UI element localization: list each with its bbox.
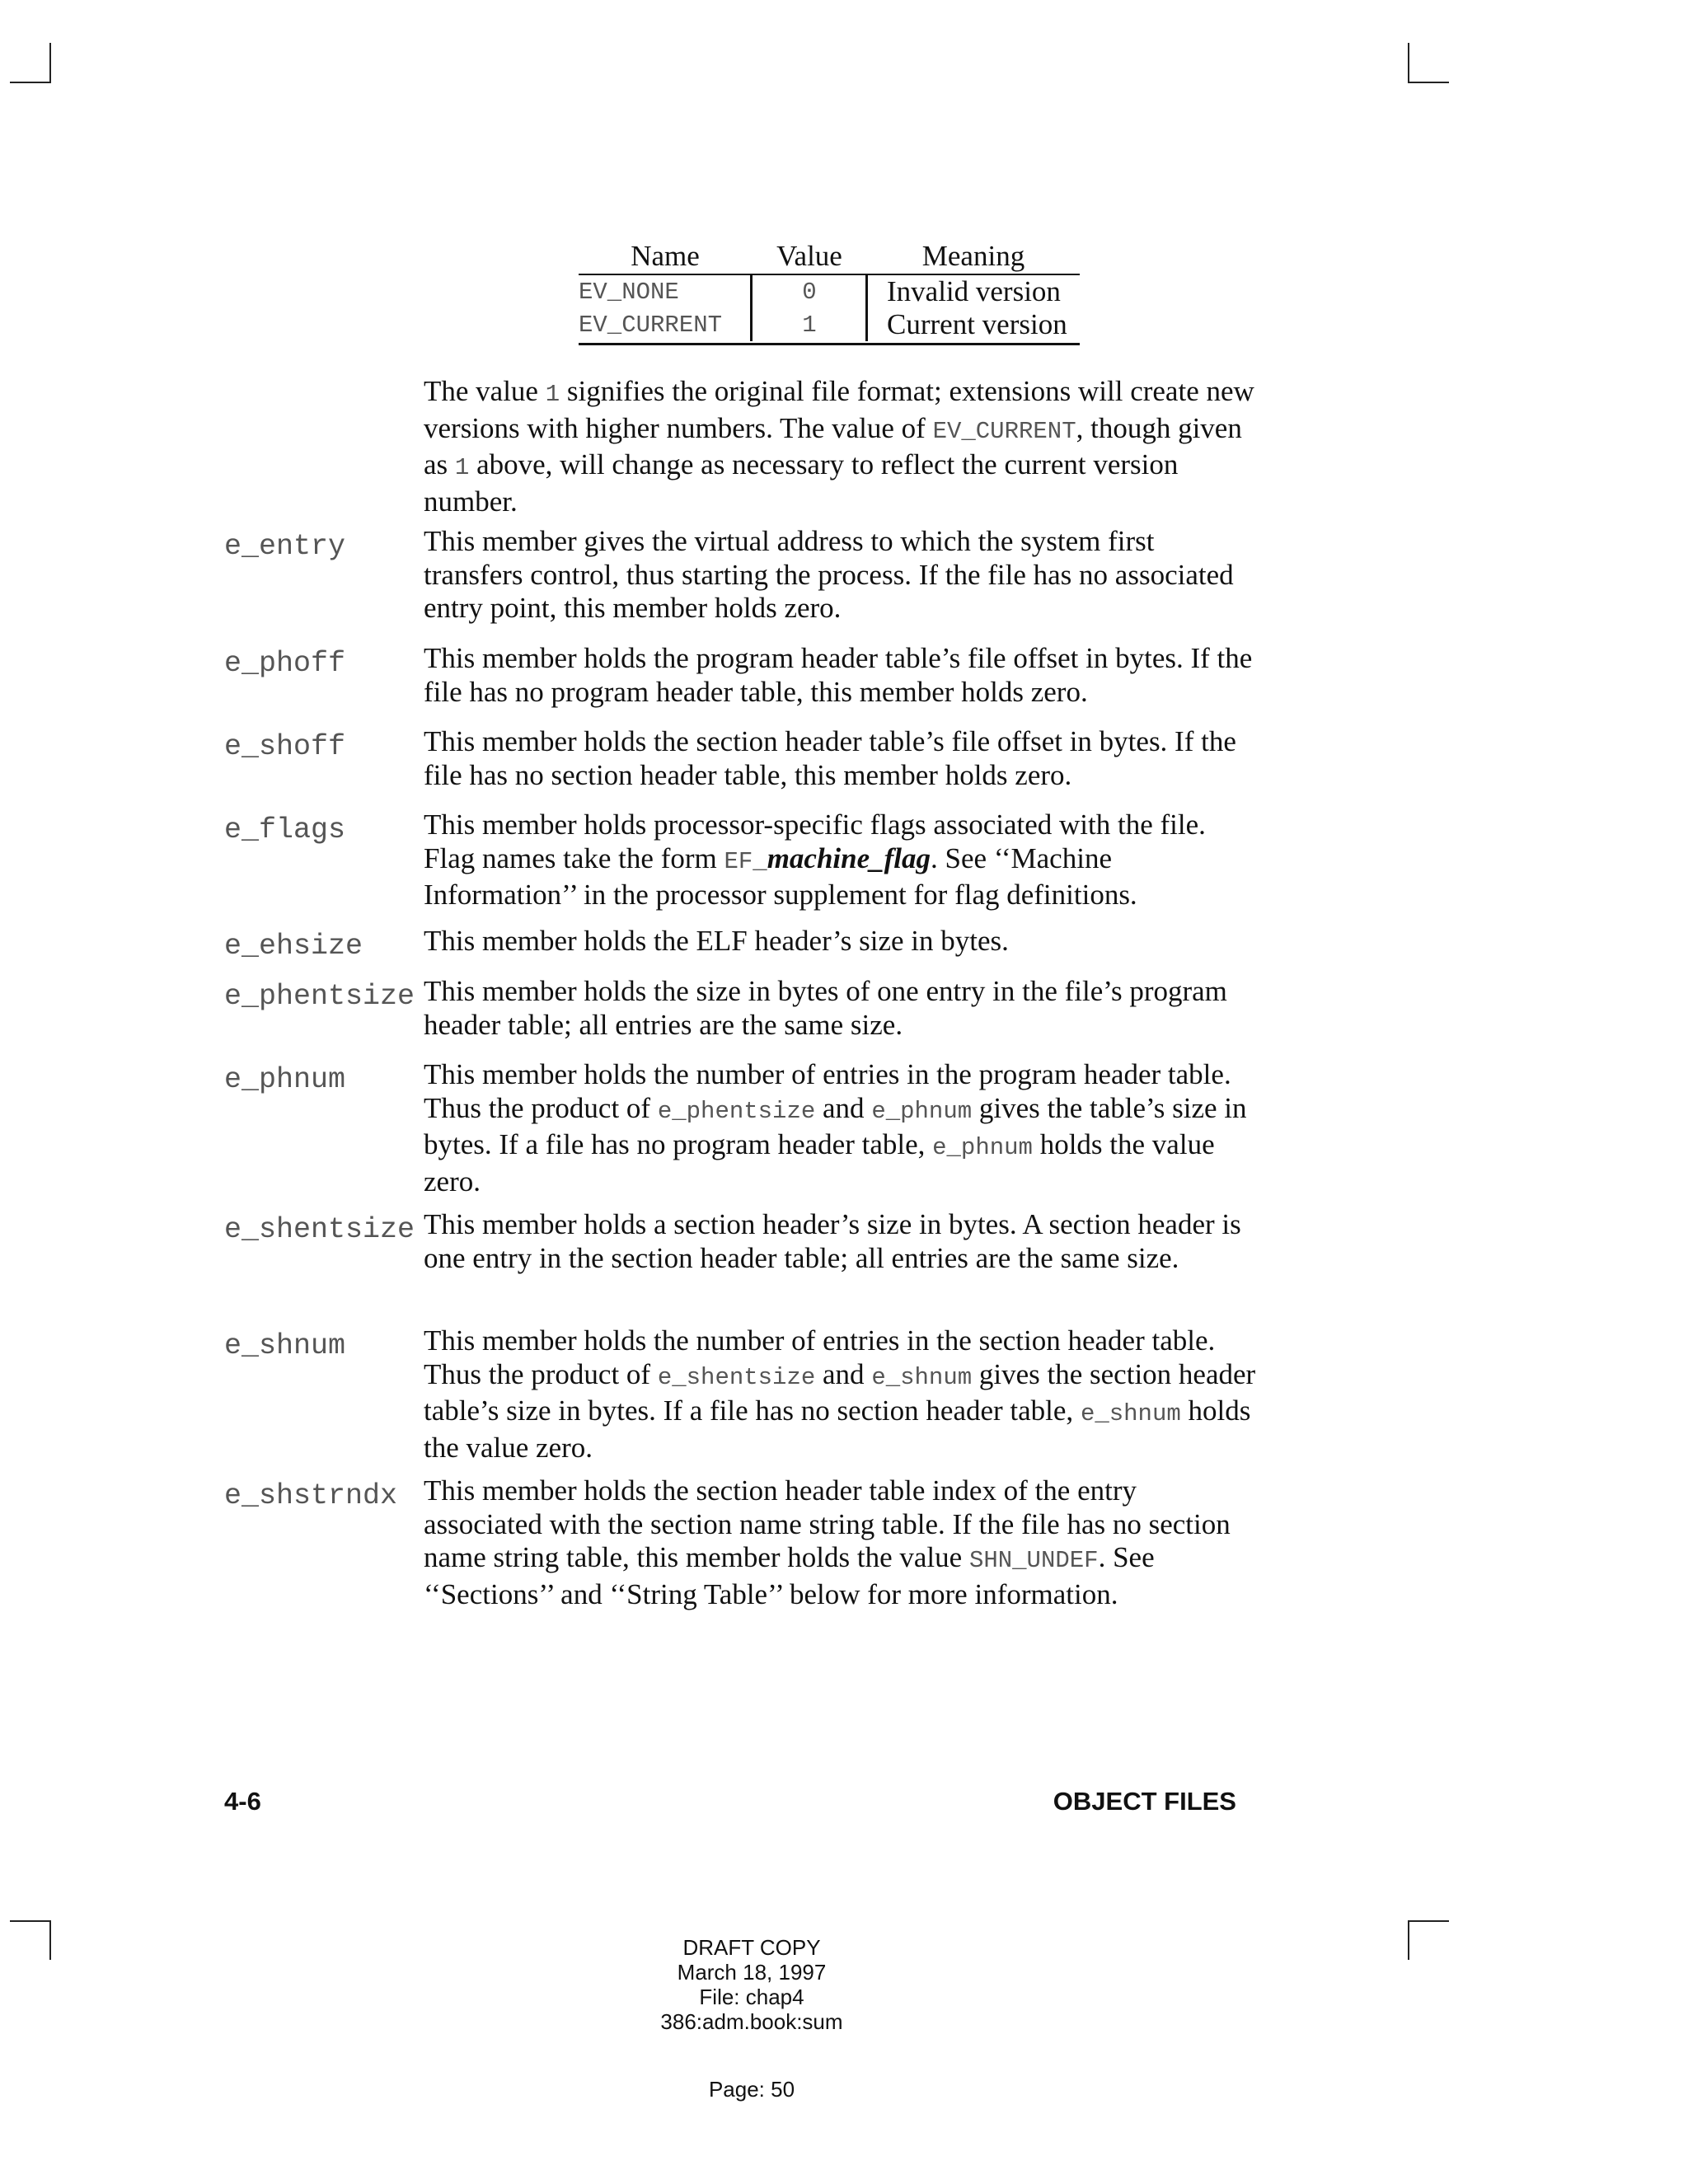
header-value: Value bbox=[776, 240, 842, 272]
crop-mark-top-left-h bbox=[10, 82, 51, 83]
desc-e-ehsize: This member holds the ELF header’s size in bytes. bbox=[424, 925, 1009, 957]
draft-page-number: Page: 50 bbox=[708, 2077, 795, 2102]
crop-mark-bottom-left-h bbox=[10, 1920, 51, 1922]
term-e-flags: e_flags bbox=[224, 813, 346, 846]
chapter-title: OBJECT FILES bbox=[1053, 1787, 1236, 1816]
version-paragraph: The value 1 signifies the original file format; extensions will create new versions with higher numbers. The value of EV_CURRENT, though given as 1 above, will change as necessary to reflect the current version number. bbox=[424, 375, 1254, 518]
desc-e-shstrndx: This member holds the section header table index of the entry associated with the section name string table. If the file has no section name string table, this member holds the value SHN_UNDEF. See ‘‘Sections’’ and ‘‘String Table’’ below for more information. bbox=[424, 1474, 1231, 1610]
cell-meaning: Current version bbox=[887, 308, 1067, 340]
page-number: 4-6 bbox=[224, 1787, 261, 1816]
table-divider bbox=[865, 275, 868, 341]
table-divider bbox=[750, 275, 753, 341]
table-bottom-rule bbox=[579, 343, 1080, 345]
table-body bbox=[579, 275, 1080, 341]
draft-date: March 18, 1997 bbox=[677, 1960, 827, 1985]
version-table bbox=[579, 239, 1080, 345]
desc-e-phnum: This member holds the number of entries in the program header table. Thus the product of e_phentsize and e_phnum gives the table’s size in bytes. If a file has no program header table, e_phnum holds the value zero. bbox=[424, 1058, 1247, 1197]
table-row bbox=[579, 308, 1080, 341]
desc-e-shoff: This member holds the section header table’s file offset in bytes. If the file has no section header table, this member holds zero. bbox=[424, 725, 1236, 791]
crop-mark-top-right-v bbox=[1408, 43, 1409, 82]
term-e-phnum: e_phnum bbox=[224, 1063, 346, 1096]
term-e-phoff: e_phoff bbox=[224, 647, 346, 680]
crop-mark-bottom-left-v bbox=[49, 1920, 51, 1960]
cell-name: EV_NONE bbox=[579, 278, 679, 306]
term-e-shstrndx: e_shstrndx bbox=[224, 1479, 398, 1512]
term-e-entry: e_entry bbox=[224, 530, 346, 563]
cell-value: 0 bbox=[802, 278, 817, 306]
table-header-row bbox=[579, 239, 1080, 274]
cell-name: EV_CURRENT bbox=[579, 311, 723, 339]
cell-value: 1 bbox=[802, 311, 817, 339]
header-meaning: Meaning bbox=[921, 240, 1025, 272]
draft-copy-label: DRAFT COPY bbox=[682, 1935, 821, 1960]
header-name: Name bbox=[631, 240, 700, 272]
desc-e-shentsize: This member holds a section header’s size in bytes. A section header is one entry in the section header table; all entries are the same size. bbox=[424, 1208, 1241, 1274]
draft-book-path: 386:adm.book:sum bbox=[660, 2009, 843, 2034]
desc-e-phentsize: This member holds the size in bytes of one entry in the file’s program header table; all entries are the same size. bbox=[424, 975, 1227, 1041]
term-e-shnum: e_shnum bbox=[224, 1329, 346, 1362]
desc-e-shnum: This member holds the number of entries in the section header table. Thus the product of e_shentsize and e_shnum gives the section header table’s size in bytes. If a file has no section header table, e_shnum holds the value zero. bbox=[424, 1324, 1256, 1464]
desc-e-phoff: This member holds the program header table’s file offset in bytes. If the file has no program header table, this member holds zero. bbox=[424, 642, 1253, 708]
draft-file: File: chap4 bbox=[699, 1985, 804, 2009]
desc-e-entry: This member gives the virtual address to which the system first transfers control, thus starting the process. If the file has no associated entry point, this member holds zero. bbox=[424, 525, 1234, 624]
table-row bbox=[579, 275, 1080, 308]
cell-meaning: Invalid version bbox=[887, 275, 1061, 307]
term-e-phentsize: e_phentsize bbox=[224, 980, 415, 1013]
crop-mark-top-left-v bbox=[49, 43, 51, 82]
desc-e-flags: This member holds processor-specific flags associated with the file. Flag names take the form EF_machine_flag. See ‘‘Machine Information’’ in the processor supplement for flag definitions. bbox=[424, 808, 1206, 911]
crop-mark-bottom-right-h bbox=[1408, 1920, 1449, 1922]
term-e-shoff: e_shoff bbox=[224, 730, 346, 763]
crop-mark-top-right-h bbox=[1408, 82, 1449, 83]
term-e-ehsize: e_ehsize bbox=[224, 930, 363, 963]
crop-mark-bottom-right-v bbox=[1408, 1920, 1409, 1960]
term-e-shentsize: e_shentsize bbox=[224, 1213, 415, 1246]
